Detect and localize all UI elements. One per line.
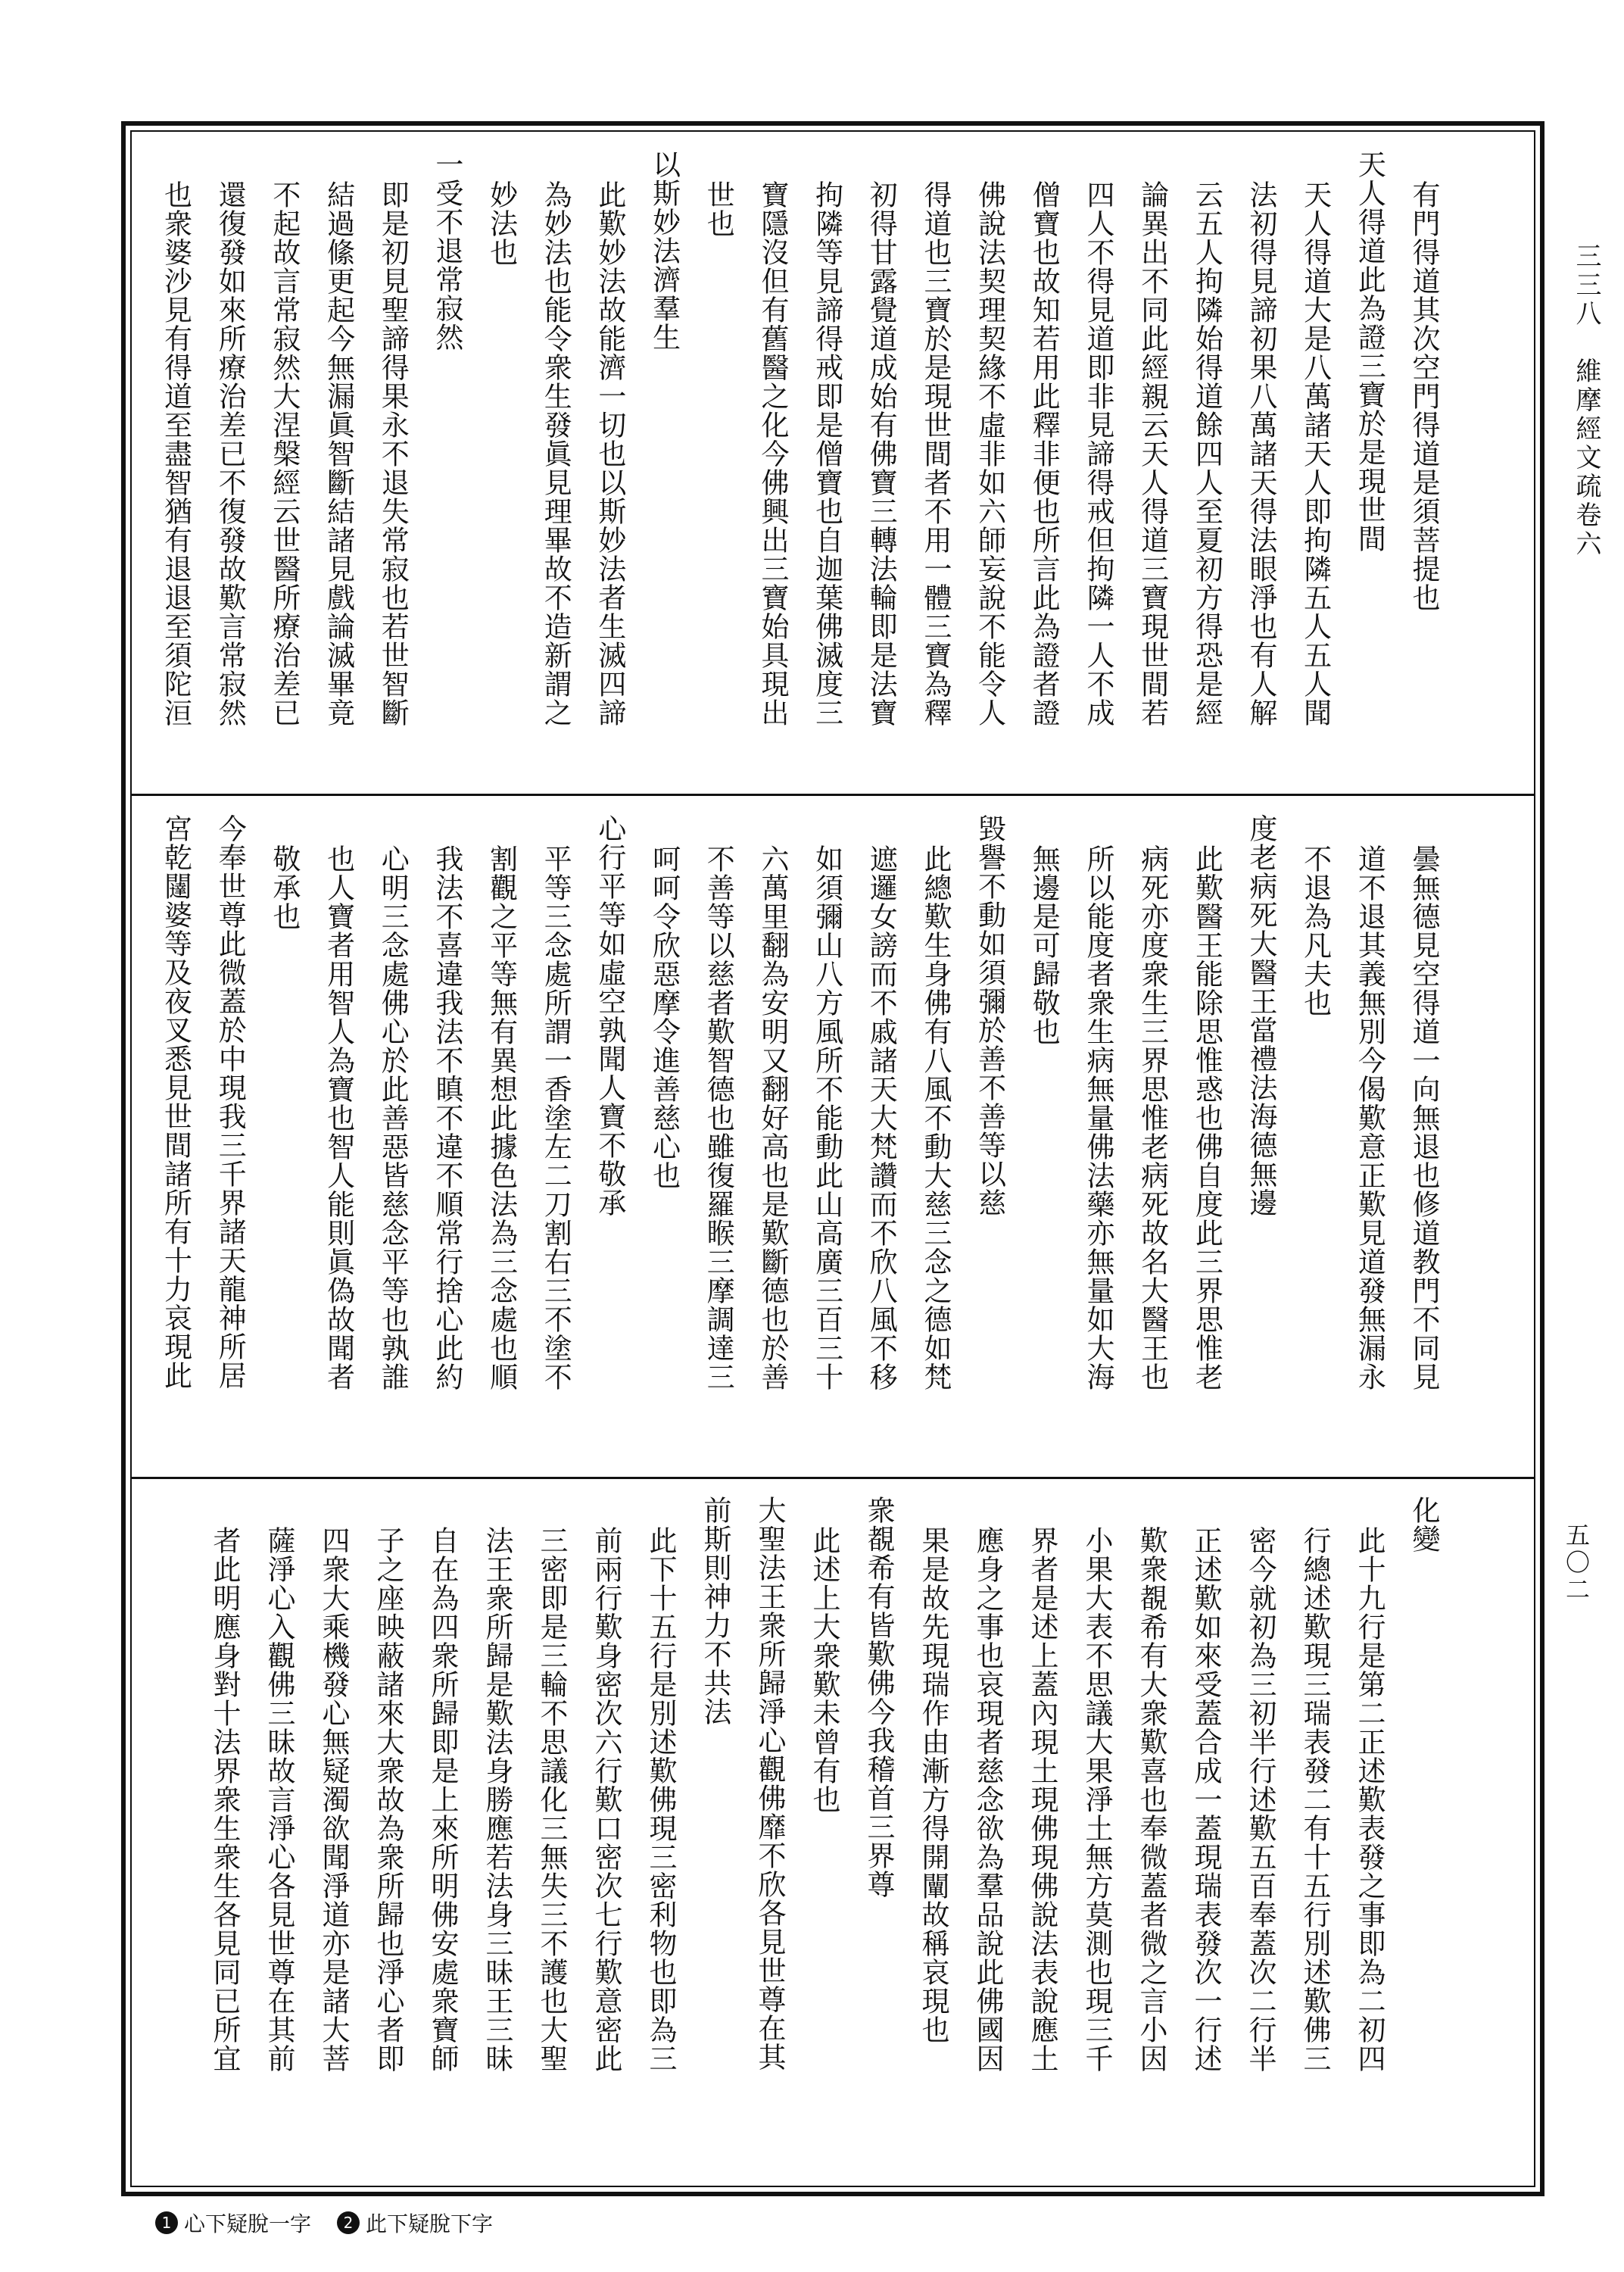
page-number: 五〇二 — [1562, 1522, 1591, 1604]
footnote-text-1: 心下疑脫一字 — [184, 2211, 312, 2236]
text-column: 得道也三寶於是現世間者不用一體三寶為釋 — [918, 180, 952, 727]
text-column: 者此明應身對十法界衆生衆生各見同已所宜 — [208, 1526, 241, 2073]
text-column: 不善等以慈者歎智德也雖復羅睺三摩調達三 — [702, 844, 735, 1391]
text-column: 前斯則神力不共法 — [699, 1496, 731, 1726]
footnotes — [155, 2208, 493, 2238]
text-column: 今奉世尊此微蓋於中現我三千界諸天龍神所居 — [214, 814, 247, 1390]
text-column: 化變 — [1407, 1496, 1440, 1553]
text-column: 衆覩希有皆歎佛今我稽首三界尊 — [862, 1496, 895, 1899]
text-column: 有門得道其次空門得道是須菩提也 — [1407, 180, 1440, 612]
text-column: 妙法也 — [485, 180, 518, 267]
text-column: 還復發如來所療治差已不復發故歎言常寂然 — [214, 180, 247, 727]
footnote-1 — [155, 2208, 311, 2238]
text-column: 此述上大衆歎未曾有也 — [808, 1526, 840, 1814]
text-column: 行總述歎現三瑞表發二有十五行別述歎佛三 — [1298, 1526, 1331, 2073]
text-column: 敬承也 — [267, 844, 301, 931]
text-column: 歎衆覩希有大衆歎喜也奉微蓋者微之言小因 — [1135, 1526, 1167, 2073]
text-column: 初得甘露覺道成始有佛寶三轉法輪即是法寶 — [865, 180, 898, 727]
text-column: 遮邏女謗而不戚諸天大梵讚而不欣八風不移 — [865, 844, 898, 1391]
text-column: 三密即是三輪不思議化三無失三不護也大聖 — [535, 1526, 568, 2073]
text-column: 拘隣等見諦得戒即是僧寶也自迦葉佛滅度三 — [810, 180, 843, 727]
text-column: 心明三念處佛心於此善惡皆慈念平等也孰誰 — [376, 844, 410, 1391]
text-column: 法王衆所歸是歎法身勝應若法身三昧王三昧 — [481, 1526, 513, 2073]
text-column: 此總歎生身佛有八風不動大慈三念之德如梵 — [918, 844, 952, 1391]
text-column: 果是故先現瑞作由漸方得開闡故稱哀現也 — [917, 1526, 949, 2044]
text-column: 云五人拘隣始得道餘四人至夏初方得恐是經 — [1190, 180, 1223, 727]
text-column: 天人得道大是八萬諸天人即拘隣五人五人聞 — [1298, 180, 1332, 727]
text-column: 無邊是可歸敬也 — [1027, 844, 1061, 1046]
text-column: 也人寶者用智人為寶也智人能則眞偽故聞者 — [322, 844, 355, 1391]
text-column: 自在為四衆所歸即是上來所明佛安處衆寶師 — [426, 1526, 459, 2073]
text-section-middle — [144, 814, 1446, 1454]
text-column: 所以能度者衆生病無量佛法藥亦無量如大海 — [1081, 844, 1114, 1391]
footnote-marker-2: 2 — [337, 2211, 360, 2234]
text-column: 不起故言常寂然大涅槃經云世醫所療治差已 — [267, 180, 301, 727]
text-column: 以斯妙法濟羣生 — [647, 150, 681, 351]
text-column: 心行平等如虛空孰聞人寶不敬承 — [593, 814, 626, 1217]
text-column: 界者是述上蓋內現土現佛現佛說法表說應土 — [1026, 1526, 1058, 2073]
footnote-text-2: 此下疑脫下字 — [366, 2211, 494, 2236]
text-column: 僧寶也故知若用此釋非便也所言此為證者證 — [1027, 180, 1061, 727]
running-header: 三三八 維摩經文疏卷六 — [1571, 242, 1601, 559]
text-column: 呵呵令欣惡摩令進善慈心也 — [647, 844, 681, 1190]
text-column: 為妙法也能令衆生發眞見理畢故不造新謂之 — [539, 180, 572, 727]
text-column: 四人不得見道即非見諦得戒但拘隣一人不成 — [1081, 180, 1114, 727]
text-column: 也衆婆沙見有得道至盡智猶有退退至須陀洹 — [159, 180, 192, 727]
text-column: 一受不退常寂然 — [430, 150, 463, 351]
text-column: 此歎醫王能除思惟惑也佛自度此三界思惟老 — [1190, 844, 1223, 1391]
text-column: 密今就初為三初半行述歎五百奉蓋次二行半 — [1244, 1526, 1276, 2073]
text-column: 曇無德見空得道一向無退也修道教門不同見 — [1407, 844, 1440, 1391]
text-column: 大聖法王衆所歸淨心觀佛靡不欣各見世尊在其 — [753, 1496, 786, 2071]
text-column: 子之座映蔽諸來大衆故為衆所歸也淨心者即 — [372, 1526, 404, 2073]
text-column: 此歎妙法故能濟一切也以斯妙法者生滅四諦 — [593, 180, 626, 727]
text-section-bottom — [144, 1496, 1446, 2124]
text-column: 法初得見諦初果八萬諸天得法眼淨也有人解 — [1244, 180, 1277, 727]
text-column: 世也 — [702, 180, 735, 238]
section-divider-1 — [130, 794, 1535, 796]
text-column: 此十九行是第二正述歎表發之事即為二初四 — [1353, 1526, 1386, 2073]
text-column: 度老病死大醫王當禮法海德無邊 — [1244, 814, 1277, 1217]
text-column: 正述歎如來受蓋合成一蓋現瑞表發次一行述 — [1189, 1526, 1222, 2073]
text-column: 佛說法契理契緣不虛非如六師妄說不能令人 — [973, 180, 1006, 727]
text-column: 應身之事也哀現者慈念欲為羣品說此佛國因 — [971, 1526, 1004, 2073]
text-column: 小果大表不思議大果淨土無方莫測也現三千 — [1080, 1526, 1113, 2073]
text-column: 不退為凡夫也 — [1298, 844, 1332, 1017]
text-column: 天人得道此為證三寶於是現世間 — [1353, 150, 1386, 553]
text-column: 薩淨心入觀佛三昧故言淨心各見世尊在其前 — [263, 1526, 295, 2073]
text-column: 寶隱沒但有舊醫之化今佛興出三寶始具現出 — [756, 180, 789, 727]
text-column: 論異出不同此經親云天人得道三寶現世間若 — [1136, 180, 1169, 727]
text-column: 如須彌山八方風所不能動此山高廣三百三十 — [810, 844, 843, 1391]
text-column: 我法不喜違我法不瞋不違不順常行捨心此約 — [430, 844, 463, 1391]
text-column: 此下十五行是別述歎佛現三密利物也即為三 — [644, 1526, 677, 2073]
text-column: 割觀之平等無有異想此據色法為三念處也順 — [485, 844, 518, 1391]
footnote-marker-1: 1 — [155, 2211, 178, 2234]
text-column: 結過絛更起今無漏眞智斷結諸見戲論滅畢竟 — [322, 180, 355, 727]
section-divider-2 — [130, 1477, 1535, 1479]
text-column: 四衆大乘機發心無疑濁欲聞淨道亦是諸大菩 — [317, 1526, 350, 2073]
text-column: 毀譽不動如須彌於善不善等以慈 — [973, 814, 1006, 1217]
text-column: 平等三念處所謂一香塗左二刀割右三不塗不 — [539, 844, 572, 1391]
text-section-top — [144, 150, 1446, 771]
footnote-2 — [337, 2208, 493, 2238]
text-column: 宮乾闥婆等及夜叉悉見世間諸所有十力哀現此 — [159, 814, 192, 1390]
text-column: 六萬里翻為安明又翻好高也是歎斷德也於善 — [756, 844, 789, 1391]
text-column: 道不退其義無別今偈歎意正歎見道發無漏永 — [1353, 844, 1386, 1391]
text-column: 前兩行歎身密次六行歎口密次七行歎意密此 — [590, 1526, 622, 2073]
text-column: 即是初見聖諦得果永不退失常寂也若世智斷 — [376, 180, 410, 727]
text-column: 病死亦度衆生三界思惟老病死故名大醫王也 — [1136, 844, 1169, 1391]
